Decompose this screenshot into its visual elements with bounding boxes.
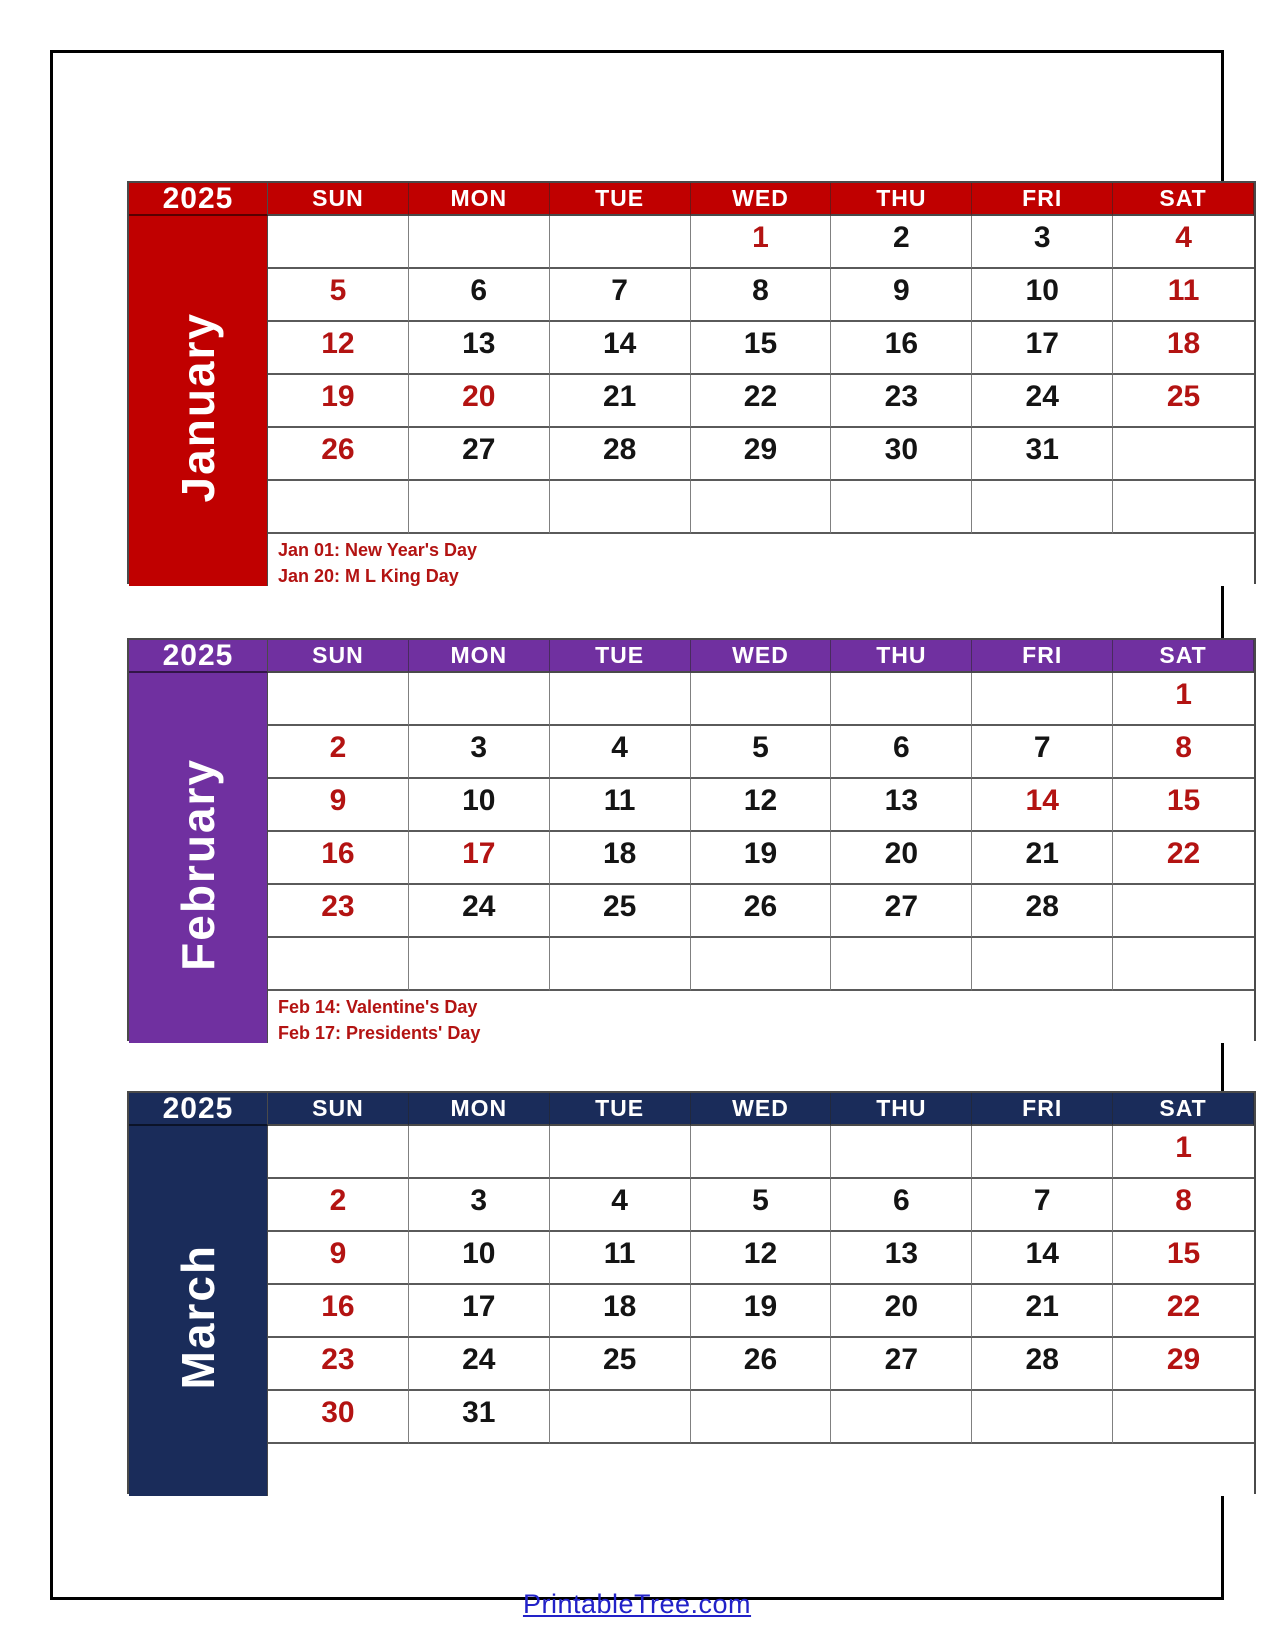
day-cell: 30 [831, 428, 972, 481]
month-sidebar [129, 673, 268, 1043]
day-cell [972, 1126, 1113, 1179]
day-cell [691, 1391, 832, 1444]
holiday-notes [268, 991, 1254, 1043]
month-sidebar [129, 216, 268, 586]
day-cell: 16 [831, 322, 972, 375]
day-cell: 27 [831, 885, 972, 938]
weekday-header-fri: FRI [972, 640, 1113, 673]
day-cell: 19 [691, 832, 832, 885]
website-link[interactable]: PrintableTree.com [522, 1589, 752, 1619]
day-cell: 9 [831, 269, 972, 322]
day-cell: 18 [550, 832, 691, 885]
day-cell: 12 [691, 779, 832, 832]
weekday-header-thu: THU [831, 1093, 972, 1126]
weekday-header-thu: THU [831, 183, 972, 216]
day-cell [831, 1391, 972, 1444]
day-cell: 15 [691, 322, 832, 375]
day-cell: 4 [550, 726, 691, 779]
weekday-header-mon: MON [409, 1093, 550, 1126]
day-cell: 6 [831, 726, 972, 779]
day-cell [268, 216, 409, 269]
day-cell: 3 [409, 1179, 550, 1232]
day-cell [268, 481, 409, 534]
day-cell [550, 216, 691, 269]
holiday-note: Jan 01: New Year's Day [278, 540, 478, 560]
day-cell: 11 [1113, 269, 1254, 322]
day-cell: 23 [831, 375, 972, 428]
day-cell [691, 673, 832, 726]
day-cell: 26 [268, 428, 409, 481]
month-name-label: January [172, 311, 224, 503]
day-cell: 5 [268, 269, 409, 322]
day-cell: 13 [831, 779, 972, 832]
day-cell: 2 [268, 1179, 409, 1232]
day-cell: 16 [268, 1285, 409, 1338]
day-cell: 22 [691, 375, 832, 428]
day-cell: 17 [409, 1285, 550, 1338]
day-cell: 31 [409, 1391, 550, 1444]
day-cell [691, 481, 832, 534]
month-name-label: February [172, 757, 224, 971]
day-cell: 24 [972, 375, 1113, 428]
day-cell [691, 1126, 832, 1179]
day-cell [550, 938, 691, 991]
page-border [50, 50, 1224, 1619]
weekday-header-wed: WED [691, 640, 832, 673]
holiday-note: Feb 14: Valentine's Day [278, 997, 478, 1017]
day-cell: 28 [550, 428, 691, 481]
year-label: 2025 [129, 640, 268, 673]
day-cell: 3 [409, 726, 550, 779]
day-cell: 19 [268, 375, 409, 428]
day-cell: 15 [1113, 779, 1254, 832]
day-cell: 10 [409, 1232, 550, 1285]
day-cell: 25 [550, 1338, 691, 1391]
day-cell: 1 [1113, 1126, 1254, 1179]
day-cell [550, 481, 691, 534]
day-cell: 6 [831, 1179, 972, 1232]
day-cell [268, 938, 409, 991]
day-cell: 14 [972, 779, 1113, 832]
day-cell: 9 [268, 1232, 409, 1285]
year-label: 2025 [129, 183, 268, 216]
day-cell: 28 [972, 885, 1113, 938]
day-cell: 1 [691, 216, 832, 269]
day-cell: 31 [972, 428, 1113, 481]
weekday-header-sat: SAT [1113, 183, 1254, 216]
day-cell: 4 [550, 1179, 691, 1232]
day-cell [550, 1391, 691, 1444]
day-cell [409, 1126, 550, 1179]
day-cell: 11 [550, 779, 691, 832]
day-cell: 8 [691, 269, 832, 322]
day-cell: 7 [972, 726, 1113, 779]
day-cell [972, 673, 1113, 726]
day-cell: 17 [972, 322, 1113, 375]
day-cell: 10 [409, 779, 550, 832]
day-cell [409, 673, 550, 726]
day-cell: 1 [1113, 673, 1254, 726]
day-cell: 25 [1113, 375, 1254, 428]
footer [53, 1589, 1221, 1620]
day-cell: 29 [691, 428, 832, 481]
weekday-header-sun: SUN [268, 183, 409, 216]
day-cell [550, 673, 691, 726]
day-cell: 25 [550, 885, 691, 938]
day-cell [268, 1126, 409, 1179]
day-cell [409, 938, 550, 991]
day-cell: 5 [691, 726, 832, 779]
day-cell: 5 [691, 1179, 832, 1232]
day-cell: 27 [831, 1338, 972, 1391]
day-cell: 13 [409, 322, 550, 375]
day-cell: 15 [1113, 1232, 1254, 1285]
day-cell: 28 [972, 1338, 1113, 1391]
day-cell: 21 [550, 375, 691, 428]
day-cell: 10 [972, 269, 1113, 322]
day-cell: 30 [268, 1391, 409, 1444]
day-cell: 21 [972, 1285, 1113, 1338]
year-label: 2025 [129, 1093, 268, 1126]
weekday-header-fri: FRI [972, 183, 1113, 216]
month-sidebar [129, 1126, 268, 1496]
weekday-header-sat: SAT [1113, 640, 1254, 673]
day-cell: 19 [691, 1285, 832, 1338]
day-cell: 2 [831, 216, 972, 269]
weekday-header-tue: TUE [550, 183, 691, 216]
day-cell: 18 [1113, 322, 1254, 375]
day-cell: 17 [409, 832, 550, 885]
day-cell [972, 938, 1113, 991]
day-cell: 12 [691, 1232, 832, 1285]
weekday-header-wed: WED [691, 183, 832, 216]
day-cell: 20 [831, 832, 972, 885]
weekday-header-sun: SUN [268, 1093, 409, 1126]
day-cell [691, 938, 832, 991]
weekday-header-fri: FRI [972, 1093, 1113, 1126]
day-cell [409, 216, 550, 269]
calendar-january [127, 181, 1256, 584]
day-cell: 29 [1113, 1338, 1254, 1391]
day-cell [972, 481, 1113, 534]
day-cell: 18 [550, 1285, 691, 1338]
day-cell: 13 [831, 1232, 972, 1285]
day-cell: 26 [691, 1338, 832, 1391]
day-cell: 3 [972, 216, 1113, 269]
holiday-note: Feb 17: Presidents' Day [278, 1022, 481, 1043]
day-cell [972, 1391, 1113, 1444]
calendar-february [127, 638, 1256, 1041]
day-cell [831, 673, 972, 726]
day-cell: 22 [1113, 1285, 1254, 1338]
day-cell [831, 938, 972, 991]
month-name-label: March [172, 1244, 224, 1390]
day-cell: 2 [268, 726, 409, 779]
day-cell: 8 [1113, 1179, 1254, 1232]
day-cell [268, 673, 409, 726]
weekday-header-sat: SAT [1113, 1093, 1254, 1126]
day-cell [1113, 428, 1254, 481]
day-cell [1113, 481, 1254, 534]
day-cell: 14 [972, 1232, 1113, 1285]
weekday-header-mon: MON [409, 640, 550, 673]
day-cell: 9 [268, 779, 409, 832]
day-cell: 11 [550, 1232, 691, 1285]
calendar-march [127, 1091, 1256, 1494]
weekday-header-thu: THU [831, 640, 972, 673]
day-cell [831, 481, 972, 534]
day-cell [1113, 1391, 1254, 1444]
day-cell: 24 [409, 1338, 550, 1391]
day-cell: 22 [1113, 832, 1254, 885]
day-cell: 20 [831, 1285, 972, 1338]
day-cell: 7 [550, 269, 691, 322]
day-cell: 26 [691, 885, 832, 938]
holiday-note: Jan 20: M L King Day [278, 565, 459, 586]
day-cell: 24 [409, 885, 550, 938]
day-cell: 16 [268, 832, 409, 885]
day-cell [409, 481, 550, 534]
day-cell: 23 [268, 885, 409, 938]
day-cell [1113, 938, 1254, 991]
day-cell [831, 1126, 972, 1179]
day-cell: 14 [550, 322, 691, 375]
weekday-header-mon: MON [409, 183, 550, 216]
weekday-header-wed: WED [691, 1093, 832, 1126]
day-cell [550, 1126, 691, 1179]
holiday-notes [268, 534, 1254, 586]
day-cell: 21 [972, 832, 1113, 885]
day-cell: 23 [268, 1338, 409, 1391]
day-cell: 20 [409, 375, 550, 428]
day-cell: 7 [972, 1179, 1113, 1232]
day-cell: 4 [1113, 216, 1254, 269]
weekday-header-sun: SUN [268, 640, 409, 673]
weekday-header-tue: TUE [550, 640, 691, 673]
day-cell: 12 [268, 322, 409, 375]
day-cell [1113, 885, 1254, 938]
weekday-header-tue: TUE [550, 1093, 691, 1126]
day-cell: 6 [409, 269, 550, 322]
day-cell: 8 [1113, 726, 1254, 779]
holiday-notes [268, 1444, 1254, 1496]
day-cell: 27 [409, 428, 550, 481]
